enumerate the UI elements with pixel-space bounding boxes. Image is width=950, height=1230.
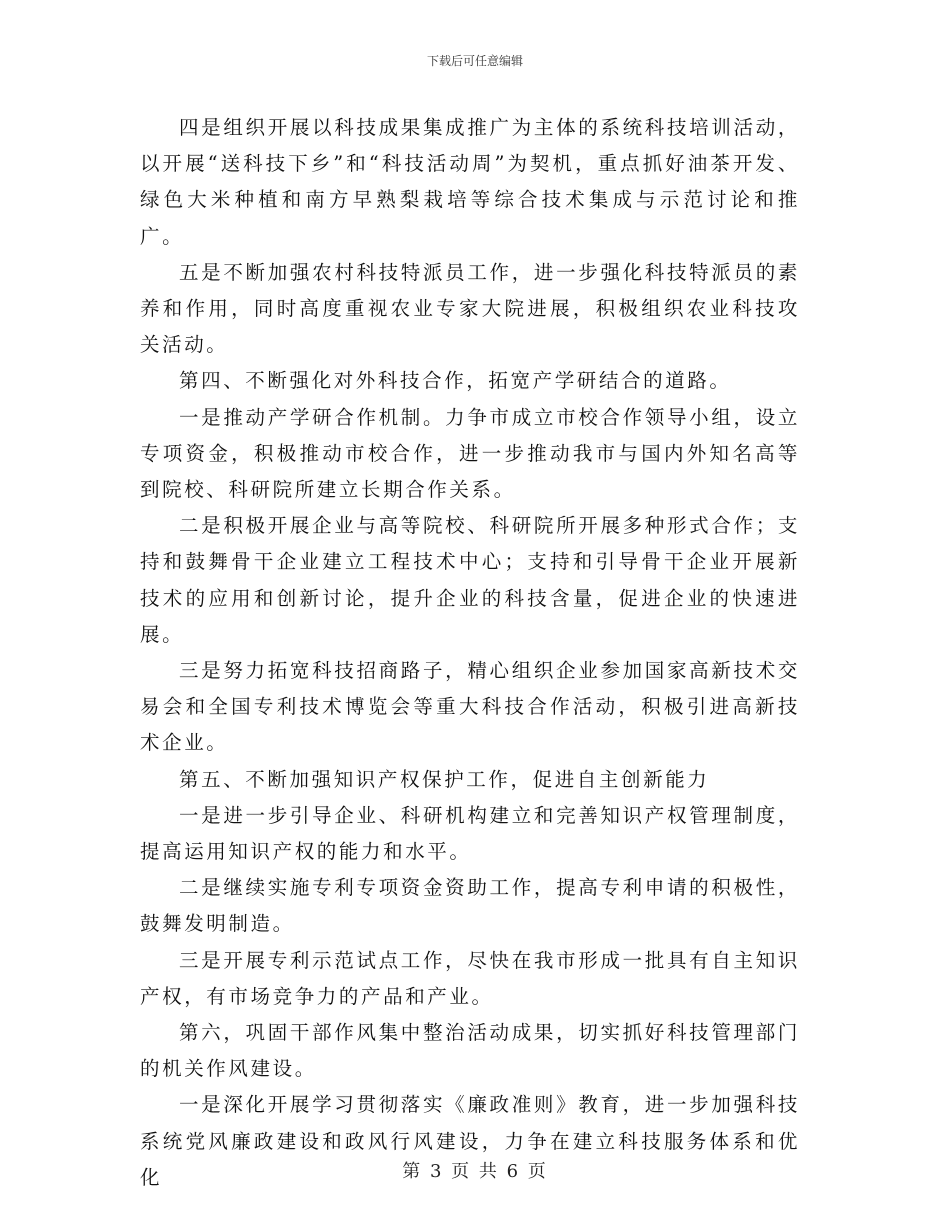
paragraph: 五是不断加强农村科技特派员工作，进一步强化科技特派员的素养和作用，同时高度重视农业专家大院进展，积极组织农业科技攻关活动。 bbox=[140, 260, 800, 357]
section-heading: 第五、不断加强知识产权保护工作，促进自主创新能力 bbox=[179, 767, 710, 791]
paragraph: 三是开展专利示范试点工作，尽快在我市形成一批具有自主知识产权，有市场竞争力的产品和产业。 bbox=[140, 948, 800, 1008]
paragraph: 三是努力拓宽科技招商路子，精心组织企业参加国家高新技术交易会和全国专利技术博览会等重大科技合作活动，积极引进高新技术企业。 bbox=[140, 659, 800, 755]
paragraph: 一是进一步引导企业、科研机构建立和完善知识产权管理制度，提高运用知识产权的能力和水平。 bbox=[140, 803, 800, 864]
document-body bbox=[140, 110, 800, 1196]
paragraph: 一是推动产学研合作机制。力争市成立市校合作领导小组，设立专项资金，积极推动市校合作，进一步推动我市与国内外知名高等到院校、科研院所建立长期合作关系。 bbox=[140, 405, 800, 502]
paragraph: 二是继续实施专利专项资金资助工作，提高专利申请的积极性，鼓舞发明制造。 bbox=[140, 876, 800, 936]
paragraph: 一是深化开展学习贯彻落实《廉政准则》教育，进一步加强科技系统党风廉政建设和政风行风建设，力争在建立科技服务体系和优化 bbox=[140, 1093, 800, 1189]
section-heading: 第四、不断强化对外科技合作，拓宽产学研结合的道路。 bbox=[179, 369, 732, 393]
paragraph: 二是积极开展企业与高等院校、科研院所开展多种形式合作；支持和鼓舞骨干企业建立工程技术中心；支持和引导骨干企业开展新技术的应用和创新讨论，提升企业的科技含量，促进企业的快速进展。 bbox=[140, 514, 800, 646]
section-heading: 第六，巩固干部作风集中整治活动成果，切实抓好科技管理部门的机关作风建设。 bbox=[140, 1021, 800, 1081]
header-note: 下载后可任意编辑 bbox=[426, 54, 523, 68]
paragraph: 四是组织开展以科技成果集成推广为主体的系统科技培训活动，以开展“送科技下乡”和“科技活动周”为契机，重点抓好油茶开发、绿色大米种植和南方早熟梨栽培等综合技术集成与示范讨论和推广。 bbox=[140, 116, 800, 248]
page-number: 第 3 页 共 6 页 bbox=[402, 1161, 548, 1182]
